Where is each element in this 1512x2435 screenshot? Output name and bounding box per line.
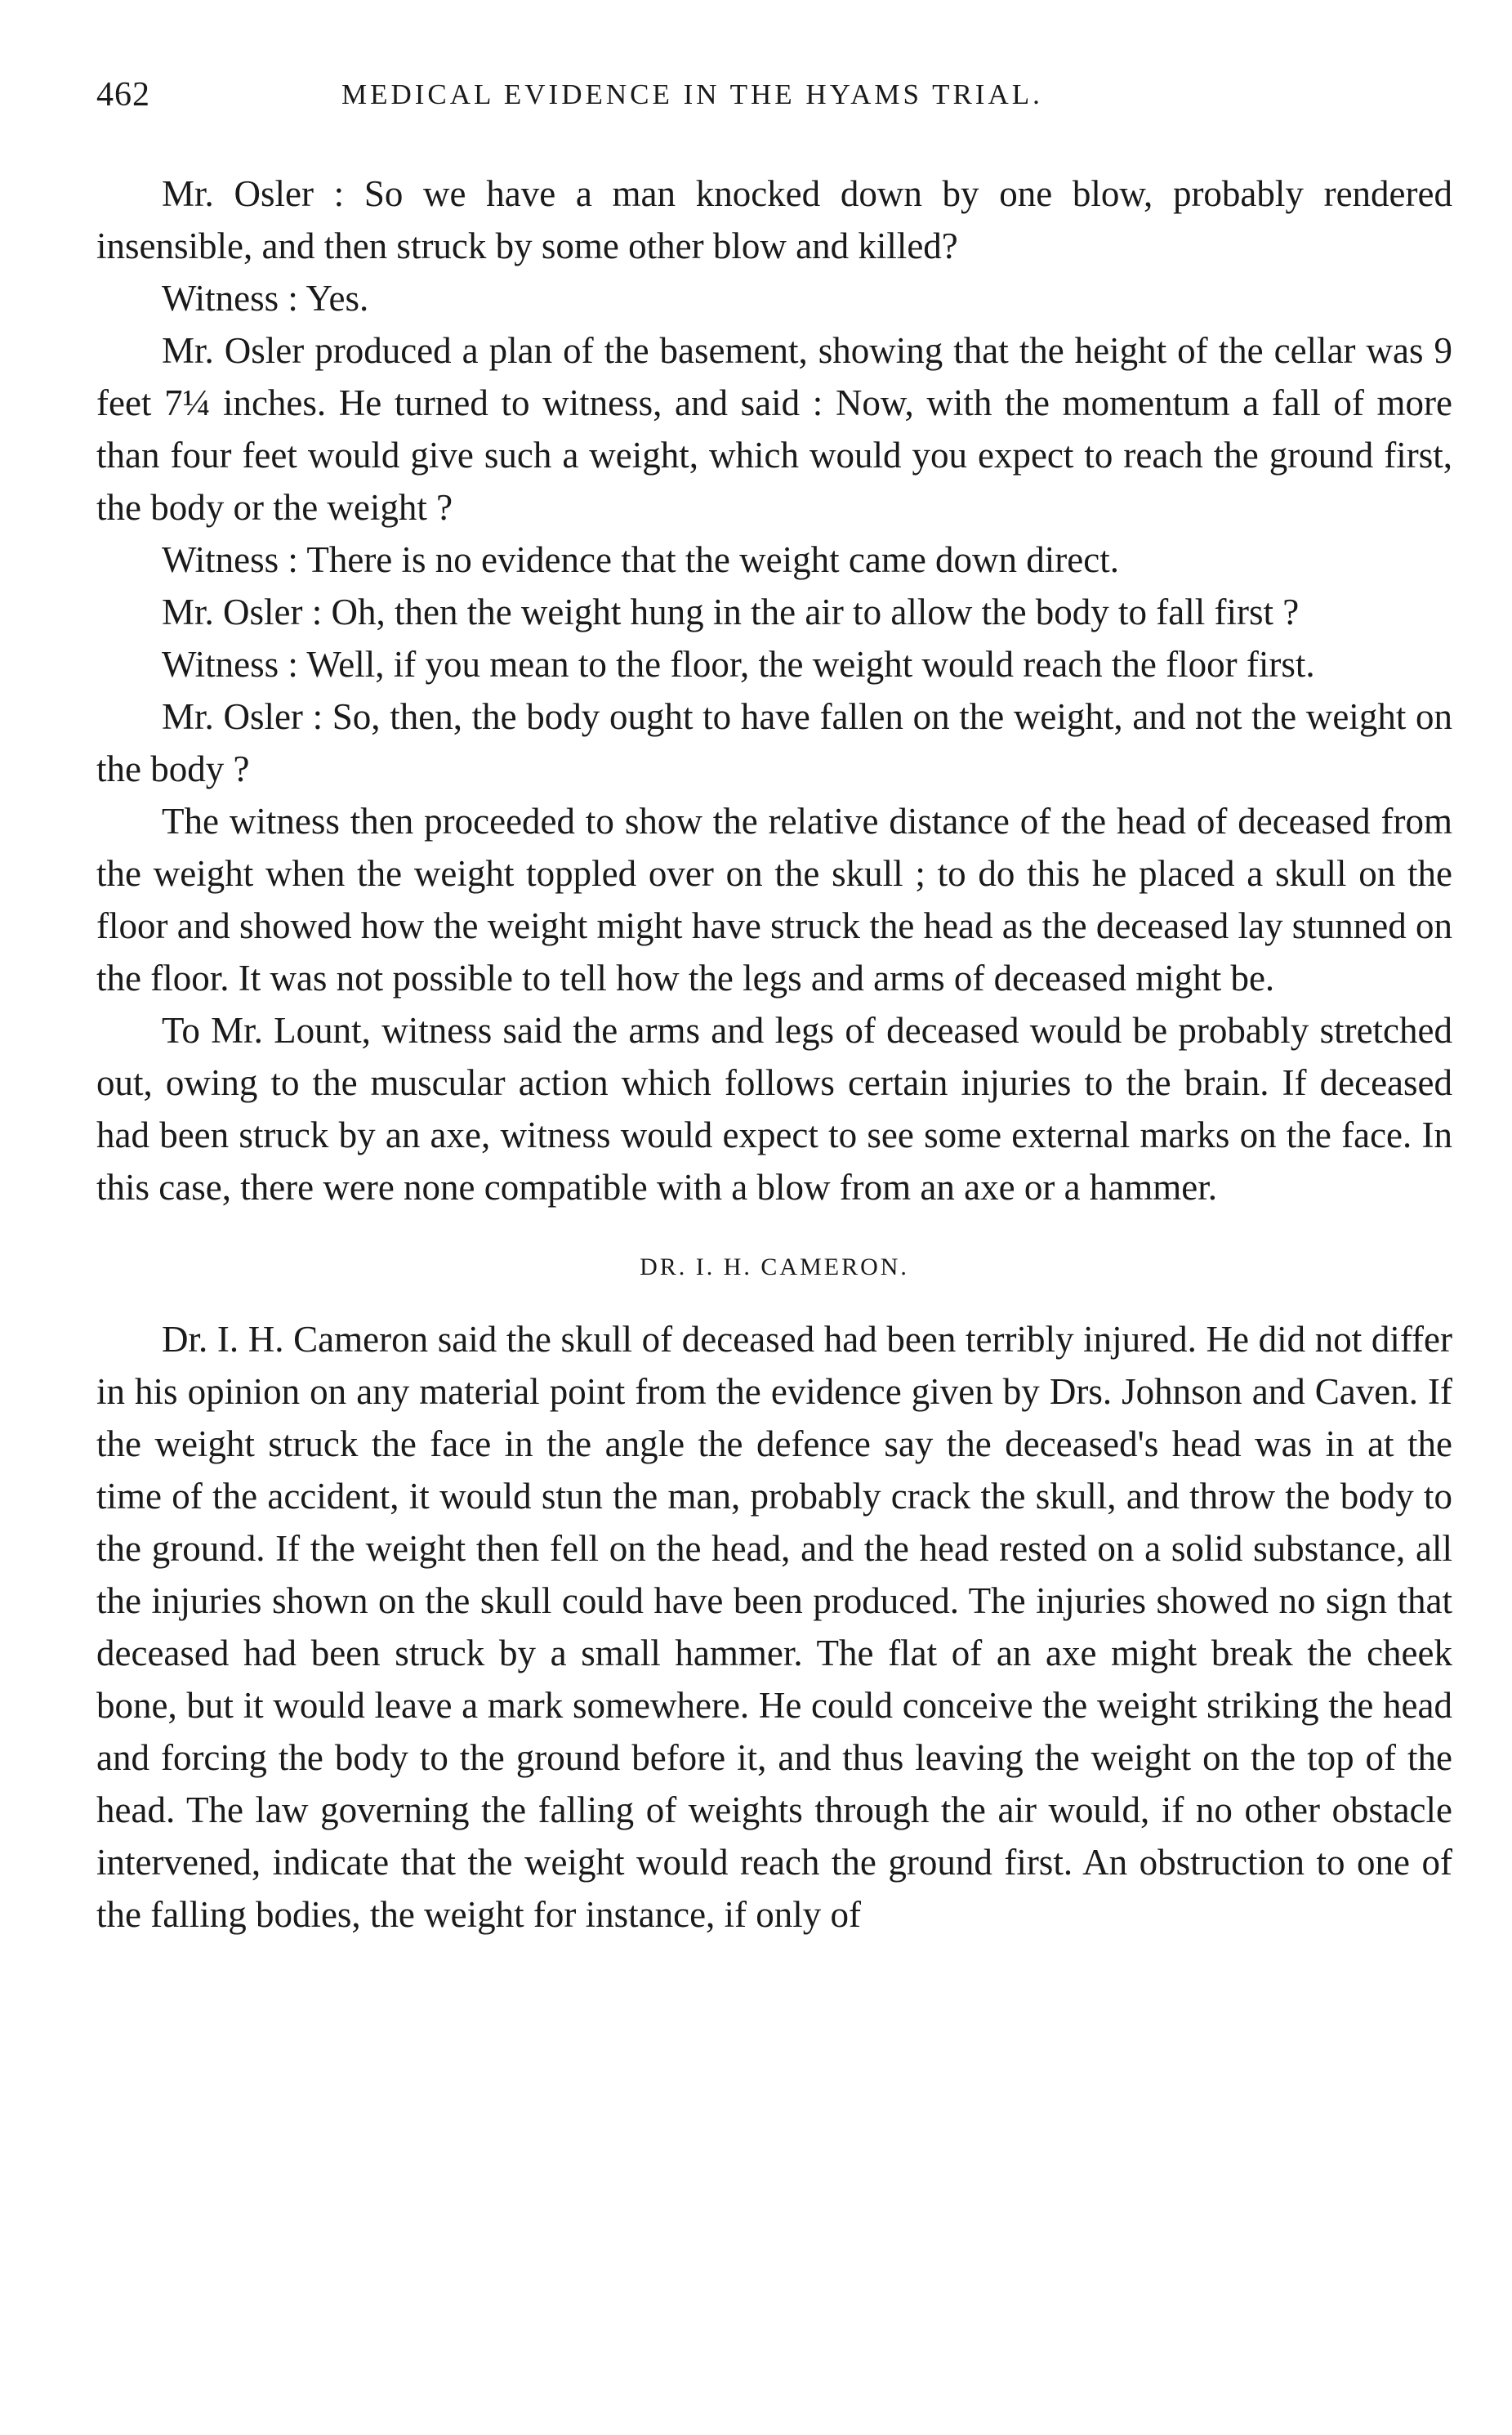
- section-heading: DR. I. H. CAMERON.: [640, 1253, 909, 1280]
- paragraph: Mr. Osler : So, then, the body ought to have fallen on the weight, and not the weight on the body ?: [96, 696, 1452, 789]
- paragraph: Witness : Well, if you mean to the floor, the weight would reach the floor first.: [162, 644, 1315, 685]
- running-head: MEDICAL EVIDENCE IN THE HYAMS TRIAL.: [341, 78, 1043, 110]
- body-text: [96, 168, 1452, 1941]
- paragraph: Mr. Osler produced a plan of the basement, showing that the height of the cellar was 9 feet 7¼ inches. He turned to witness, and said : Now, with the momentum a fall of more than four feet would give such a weight, which would you expect to reach the ground first, the body or the weight ?: [96, 330, 1452, 528]
- page-header: [96, 75, 1452, 124]
- paragraph: Witness : Yes.: [162, 278, 369, 319]
- paragraph: Mr. Osler : So we have a man knocked down by one blow, probably rendered insensible, and then struck by some other blow and killed?: [96, 173, 1452, 266]
- paragraph: The witness then proceeded to show the relative distance of the head of deceased from the weight when the weight toppled over on the skull ; to do this he placed a skull on the floor and showed how the weight might have struck the head as the deceased lay stunned on the floor. It was not possible to tell how the legs and arms of deceased might be.: [96, 801, 1452, 999]
- paragraph: To Mr. Lount, witness said the arms and legs of deceased would be probably stretched out, owing to the muscular action which follows certain injuries to the brain. If deceased had been struck by an axe, witness would expect to see some external marks on the face. In this case, there were none compatible with a blow from an axe or a hammer.: [96, 1010, 1452, 1208]
- paragraph: Witness : There is no evidence that the weight came down direct.: [162, 539, 1119, 580]
- paragraph: Dr. I. H. Cameron said the skull of deceased had been terribly injured. He did not differ in his opinion on any material point from the evidence given by Drs. Johnson and Caven. If the weight struck the face in the angle the defence say the deceased's head was in at the time of the accident, it would stun the man, probably crack the skull, and throw the body to the ground. If the weight then fell on the head, and the head rested on a solid substance, all the injuries shown on the skull could have been produced. The injuries showed no sign that deceased had been struck by a small hammer. The flat of an axe might break the cheek bone, but it would leave a mark somewhere. He could conceive the weight striking the head and forcing the body to the ground before it, and thus leaving the weight on the top of the head. The law governing the falling of weights through the air would, if no other obstacle intervened, indicate that the weight would reach the ground first. An obstruction to one of the falling bodies, the weight for instance, if only of: [96, 1319, 1452, 1935]
- paragraph: Mr. Osler : Oh, then the weight hung in the air to allow the body to fall first ?: [162, 592, 1300, 632]
- page-number: 462: [96, 76, 150, 114]
